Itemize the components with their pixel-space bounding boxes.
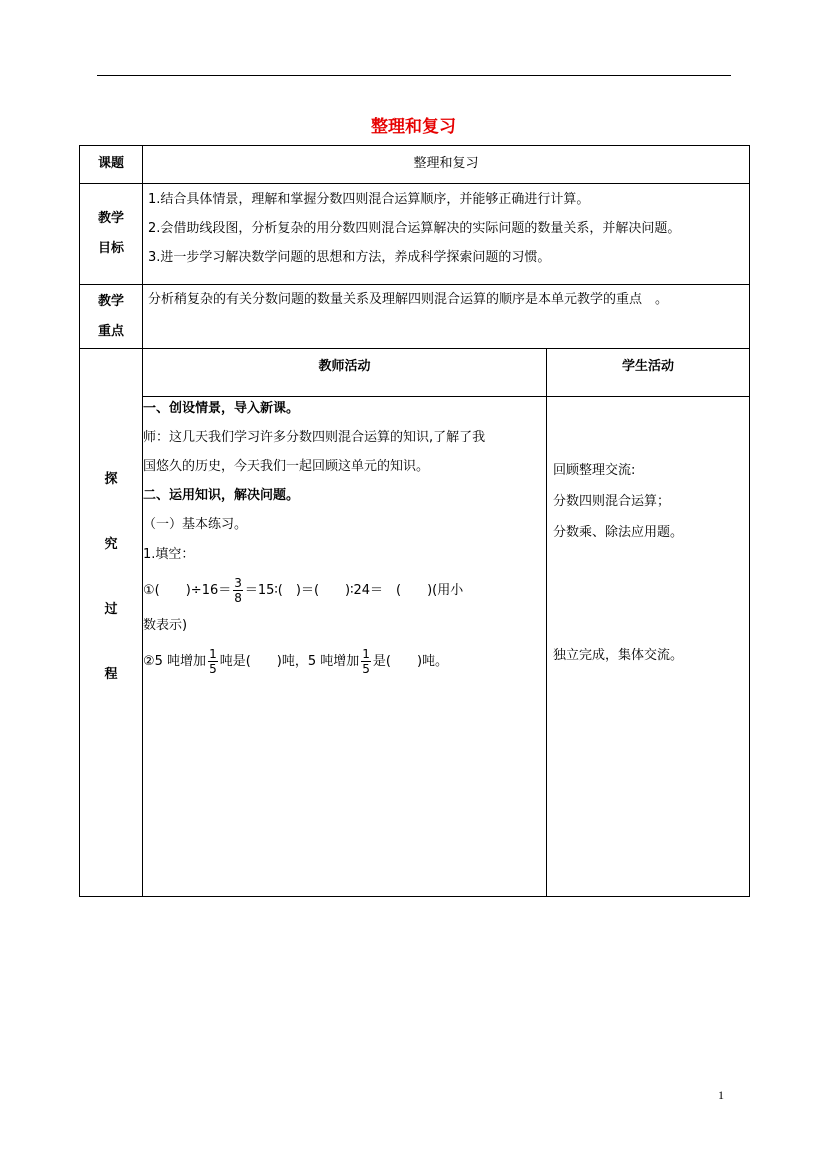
document-title: 整理和复习	[371, 117, 456, 137]
fraction	[208, 647, 218, 676]
focus-text: 分析稍复杂的有关分数问题的数量关系及理解四则混合运算的顺序是本单元教学的重点 。	[148, 292, 669, 307]
goals-label-cell	[80, 184, 143, 285]
process-content-row	[80, 397, 750, 897]
question-1-part-a: ①( )÷16＝	[143, 583, 232, 598]
goal-item: 3.进一步学习解决数学问题的思想和方法，养成科学探索问题的习惯。	[148, 250, 551, 265]
goal-item: 2.会借助线段图，分析复杂的用分数四则混合运算解决的实际问题的数量关系，并解决问题。	[148, 221, 681, 236]
process-label-cell	[80, 349, 143, 897]
question-2-part-a: ②5 吨增加	[143, 654, 207, 669]
focus-row	[80, 285, 750, 349]
question-2-part-c: 是( )吨。	[372, 654, 449, 669]
goals-content	[143, 184, 750, 285]
topic-label-cell	[80, 146, 143, 184]
fraction-numerator: 1	[362, 647, 370, 661]
goals-label-line1: 教学	[97, 211, 124, 226]
process-label-char: 究	[104, 537, 118, 552]
question-2-part-b: 吨是( )吨，5 吨增加	[219, 654, 360, 669]
topic-row	[80, 146, 750, 184]
fraction-numerator: 1	[209, 647, 217, 661]
fraction-numerator: 3	[234, 576, 242, 590]
student-activity-cell	[547, 397, 750, 897]
student-text: 分数四则混合运算；	[553, 494, 671, 509]
goals-row	[80, 184, 750, 285]
question-2	[143, 640, 546, 684]
goal-item: 1.结合具体情景，理解和掌握分数四则混合运算顺序，并能够正确进行计算。	[148, 192, 590, 207]
teacher-text: 师：这几天我们学习许多分数四则混合运算的知识,了解了我	[143, 430, 486, 445]
student-text: 分数乘、除法应用题。	[553, 525, 684, 540]
fraction-denominator: 5	[362, 662, 370, 676]
subsection-heading: （一）基本练习。	[143, 517, 248, 532]
student-text: 回顾整理交流:	[553, 463, 636, 478]
fraction-denominator: 8	[234, 591, 242, 605]
process-label-char: 探	[104, 472, 118, 487]
section-heading: 二、运用知识，解决问题。	[143, 488, 300, 503]
student-text: 独立完成，集体交流。	[553, 648, 684, 663]
topic-label: 课题	[97, 156, 124, 171]
process-header-row	[80, 349, 750, 397]
focus-label-line2: 重点	[97, 324, 124, 339]
topic-value: 整理和复习	[143, 146, 750, 184]
teacher-activity-cell	[143, 397, 547, 897]
process-label-char: 过	[104, 602, 118, 617]
lesson-plan-table	[79, 145, 750, 897]
question-1	[143, 571, 546, 611]
question-1-part-b: ＝15∶( )＝( )∶24＝ ( )(用小	[244, 583, 464, 598]
process-label-char: 程	[104, 667, 118, 682]
teacher-text: 国悠久的历史，今天我们一起回顾这单元的知识。	[143, 459, 430, 474]
focus-content	[143, 285, 750, 349]
page-number: 1	[718, 1088, 724, 1102]
fraction	[361, 647, 371, 676]
student-activity-header: 学生活动	[547, 349, 750, 397]
teacher-activity-header: 教师活动	[143, 349, 547, 397]
goals-label-line2: 目标	[97, 241, 124, 256]
task-label: 1.填空：	[143, 547, 195, 562]
focus-label-line1: 教学	[97, 294, 124, 309]
fraction	[233, 576, 243, 605]
question-1-part-c: 数表示)	[143, 618, 188, 633]
section-heading: 一、创设情景，导入新课。	[143, 401, 300, 416]
header-rule	[97, 75, 731, 76]
focus-label-cell	[80, 285, 143, 349]
fraction-denominator: 5	[209, 662, 217, 676]
